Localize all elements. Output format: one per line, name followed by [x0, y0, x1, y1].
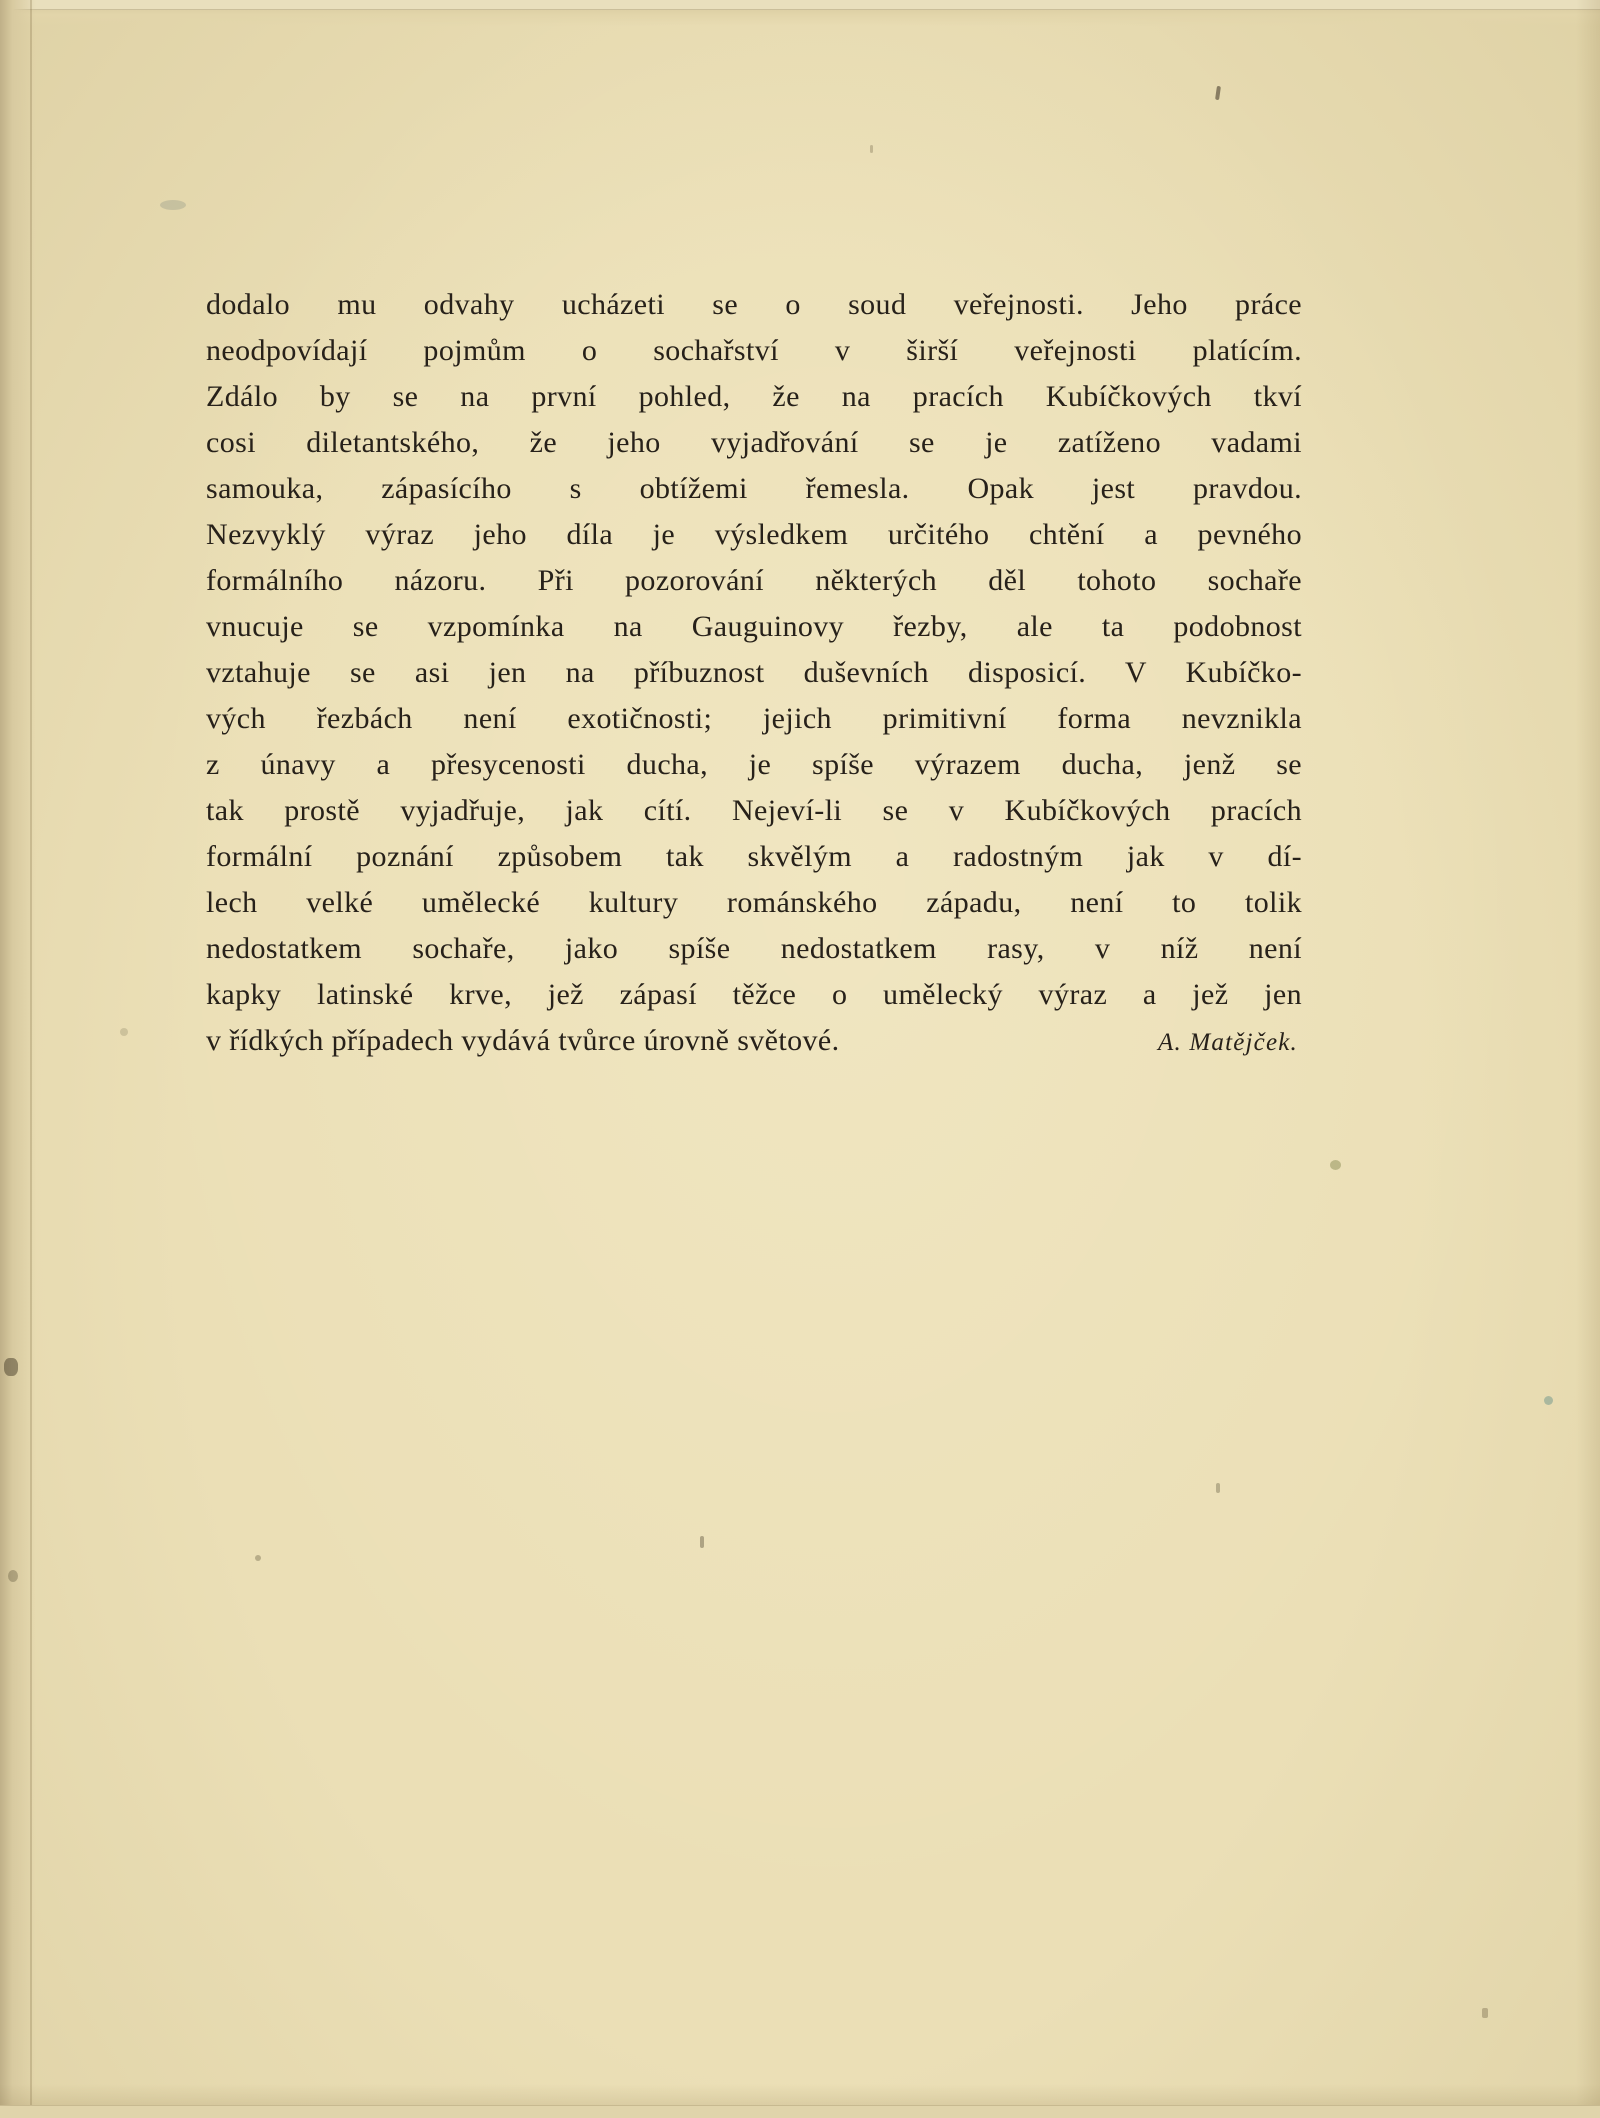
- scan-speckle: [870, 145, 873, 153]
- text-line: Zdálo by se na první pohled, že na pracích Kubíčkových tkví: [206, 380, 1302, 413]
- text-line: neodpovídají pojmům o sochařství v širší veřejnosti platícím.: [206, 334, 1302, 367]
- scan-speckle: [120, 1028, 128, 1036]
- text-line: z únavy a přesycenosti ducha, je spíše výrazem ducha, jenž se: [206, 748, 1302, 781]
- text-line: Nezvyklý výraz jeho díla je výsledkem určitého chtění a pevného: [206, 518, 1302, 551]
- scan-speckle: [160, 200, 186, 210]
- scan-speckle: [1216, 1483, 1220, 1493]
- text-line: cosi diletantského, že jeho vyjadřování se je zatíženo vadami: [206, 426, 1302, 459]
- text-line: kapky latinské krve, jež zápasí těžce o umělecký výraz a jež jen: [206, 978, 1302, 1011]
- last-line-text: v řídkých případech vydává tvůrce úrovně světové.: [206, 1024, 840, 1057]
- text-line: vztahuje se asi jen na příbuznost duševních disposicí. V Kubíčko-: [206, 656, 1302, 689]
- page-right-edge: [1576, 0, 1600, 2118]
- text-line: formální poznání způsobem tak skvělým a radostným jak v dí-: [206, 840, 1302, 873]
- text-line: formálního názoru. Při pozorování některých děl tohoto sochaře: [206, 564, 1302, 597]
- scan-speckle: [700, 1536, 704, 1548]
- text-line: nedostatkem sochaře, jako spíše nedostatkem rasy, v níž není: [206, 932, 1302, 965]
- scan-speckle: [1330, 1160, 1341, 1170]
- text-line: lech velké umělecké kultury románského západu, není to tolik: [206, 886, 1302, 919]
- page-bottom-edge-strip: [0, 2105, 1600, 2118]
- scan-speckle: [1482, 2008, 1488, 2018]
- text-line: tak prostě vyjadřuje, jak cítí. Nejeví-li se v Kubíčkových pracích: [206, 794, 1302, 827]
- text-line: samouka, zápasícího s obtížemi řemesla. Opak jest pravdou.: [206, 472, 1302, 505]
- text-line: vých řezbách není exotičnosti; jejich primitivní forma nevznikla: [206, 702, 1302, 735]
- scan-speckle: [1544, 1396, 1553, 1405]
- scan-speckle: [1215, 86, 1221, 100]
- paragraph: [206, 282, 1302, 1064]
- author-attribution: A. Matějček.: [1157, 1029, 1298, 1056]
- text-line-last: [206, 1018, 1302, 1064]
- page-binding-edge-line: [30, 0, 32, 2118]
- text-line: vnucuje se vzpomínka na Gauguinovy řezby, ale ta podobnost: [206, 610, 1302, 643]
- scan-speckle: [255, 1555, 261, 1561]
- page-top-edge-strip: [0, 0, 1600, 10]
- text-line: dodalo mu odvahy ucházeti se o soud veřejnosti. Jeho práce: [206, 288, 1302, 321]
